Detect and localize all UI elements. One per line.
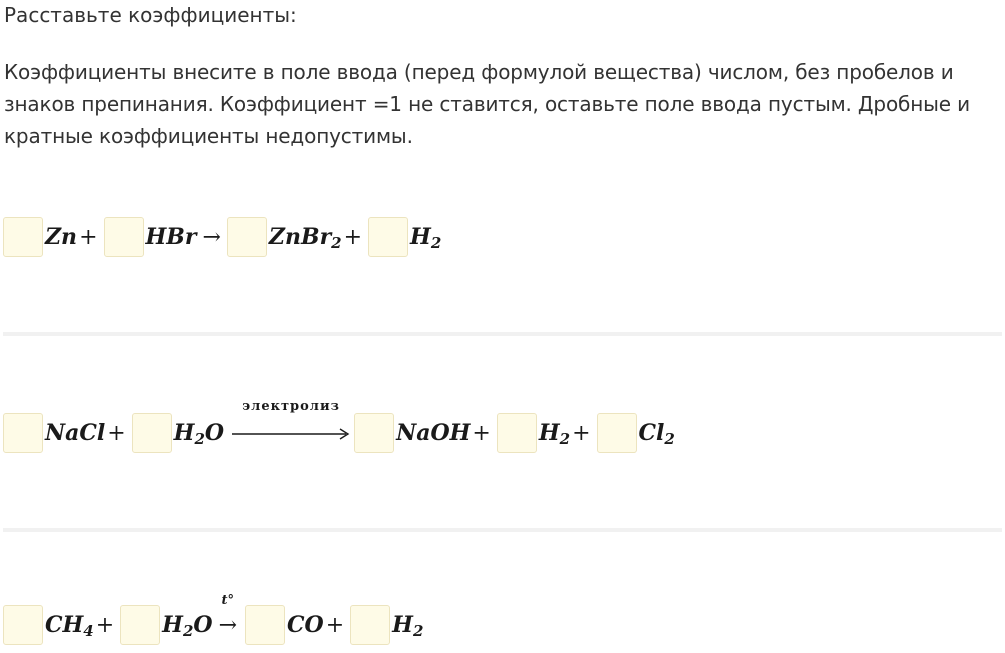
coefficient-input-h2o[interactable] xyxy=(132,413,172,453)
coefficient-input-h2o[interactable] xyxy=(120,605,160,645)
coefficient-input-znbr2[interactable] xyxy=(227,217,267,257)
arrow-icon: → xyxy=(218,612,238,638)
instructions-line: знаков препинания. Коэффициент =1 не ставится, оставьте поле ввода пустым. Дробные и xyxy=(4,92,971,116)
equation-1 xyxy=(3,217,441,257)
reaction-condition: электролиз xyxy=(242,398,340,414)
task-heading: Расставьте коэффициенты: xyxy=(4,3,297,27)
formula-co: CO xyxy=(287,612,324,638)
coefficient-input-hbr[interactable] xyxy=(104,217,144,257)
reaction-arrow-heating xyxy=(218,592,238,638)
reaction-arrow-electrolysis xyxy=(232,398,350,446)
coefficient-input-zn[interactable] xyxy=(3,217,43,257)
plus-sign: + xyxy=(79,224,98,250)
formula-cl2: $Cl_2$ xyxy=(638,420,675,448)
formula-h2: $H_2$ xyxy=(538,420,571,448)
plus-sign: + xyxy=(343,224,363,250)
formula-naoh: NaOH xyxy=(396,420,471,446)
coefficient-input-co[interactable] xyxy=(245,605,285,645)
coefficient-input-h2[interactable] xyxy=(368,217,408,257)
separator xyxy=(3,332,1002,336)
equation-3 xyxy=(3,592,424,645)
plus-sign: + xyxy=(95,612,115,638)
equation-2 xyxy=(3,398,675,453)
separator xyxy=(3,528,1002,532)
instructions-line: кратные коэффициенты недопустимы. xyxy=(4,124,413,148)
coefficient-input-cl2[interactable] xyxy=(597,413,637,453)
coefficient-input-naoh[interactable] xyxy=(354,413,394,453)
formula-h2o: $H_2O$ xyxy=(173,420,225,448)
formula-h2: $H_2$ xyxy=(410,224,442,252)
formula-h2o: $H_2O$ xyxy=(162,612,213,640)
formula-nacl: NaCl xyxy=(45,420,106,446)
coefficient-input-nacl[interactable] xyxy=(3,413,43,453)
plus-sign: + xyxy=(572,420,591,446)
coefficient-input-ch4[interactable] xyxy=(3,605,43,645)
reaction-arrow: → xyxy=(202,224,221,250)
instructions-text xyxy=(4,56,1004,152)
formula-ch4: $CH_4$ xyxy=(45,612,94,640)
formula-znbr2: ZnBr$_2$ xyxy=(268,224,342,252)
reaction-condition: t° xyxy=(221,592,235,608)
formula-hbr: HBr xyxy=(145,224,197,250)
coefficient-input-h2[interactable] xyxy=(497,413,537,453)
plus-sign: + xyxy=(107,420,126,446)
long-arrow-icon xyxy=(232,424,350,444)
coefficient-input-h2[interactable] xyxy=(350,605,390,645)
plus-sign: + xyxy=(472,420,491,446)
instructions-line: Коэффициенты внесите в поле ввода (перед формулой вещества) числом, без пробелов и xyxy=(4,60,954,84)
formula-zn: Zn xyxy=(45,224,78,250)
formula-h2: $H_2$ xyxy=(392,612,424,640)
plus-sign: + xyxy=(325,612,345,638)
